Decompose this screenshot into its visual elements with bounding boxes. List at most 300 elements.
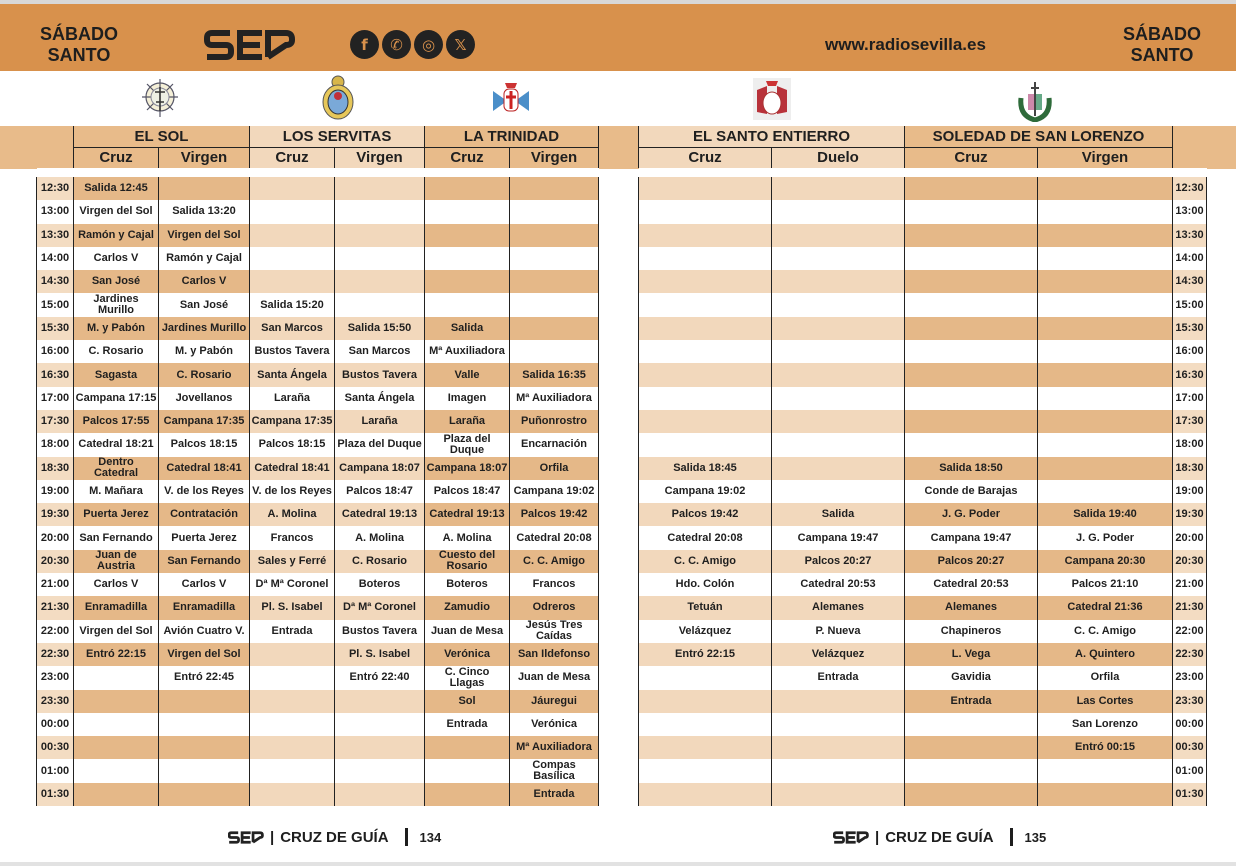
bottom-strip [612, 862, 1236, 866]
schedule-cell: Alemanes [772, 596, 905, 619]
schedule-cell: Encarnación [510, 433, 599, 456]
schedule-cell: Verónica [425, 643, 510, 666]
schedule-cell [425, 293, 510, 316]
schedule-cell [772, 200, 905, 223]
schedule-cell: Palcos 18:47 [335, 480, 425, 503]
schedule-cell: Salida [425, 317, 510, 340]
schedule-cell: Pl. S. Isabel [335, 643, 425, 666]
schedule-cell: Catedral 20:53 [772, 573, 905, 596]
schedule-cell: Salida [772, 503, 905, 526]
table-row [639, 317, 1207, 340]
time-cell: 17:00 [37, 387, 74, 410]
schedule-cell: Catedral 19:13 [335, 503, 425, 526]
schedule-cell [159, 690, 250, 713]
schedule-cell: Laraña [250, 387, 335, 410]
bottom-strip [0, 862, 612, 866]
schedule-cell [159, 783, 250, 806]
schedule-cell: Catedral 20:53 [905, 573, 1038, 596]
schedule-cell [159, 759, 250, 782]
schedule-cell [639, 387, 772, 410]
table-row [37, 457, 599, 480]
schedule-cell: Ramón y Cajal [159, 247, 250, 270]
table-row [37, 247, 599, 270]
schedule-cell [1038, 783, 1173, 806]
schedule-cell: Gavidia [905, 666, 1038, 689]
schedule-cell: Entró 22:40 [335, 666, 425, 689]
schedule-cell: Palcos 19:42 [510, 503, 599, 526]
schedule-cell [74, 759, 159, 782]
schedule-cell: Campana 17:35 [250, 410, 335, 433]
schedule-cell [1038, 317, 1173, 340]
time-cell: 20:30 [37, 550, 74, 573]
schedule-cell: Jovellanos [159, 387, 250, 410]
table-row [639, 713, 1207, 736]
schedule-cell [639, 293, 772, 316]
table-row [639, 410, 1207, 433]
table-row [639, 457, 1207, 480]
footer-label: CRUZ DE GUÍA [280, 828, 389, 846]
table-row [37, 596, 599, 619]
time-cell: 15:00 [1173, 293, 1207, 316]
schedule-cell [772, 783, 905, 806]
website-url[interactable]: www.radiosevilla.es [825, 35, 986, 54]
schedule-cell: A. Molina [250, 503, 335, 526]
table-row [37, 340, 599, 363]
schedule-cell [250, 666, 335, 689]
time-cell: 15:00 [37, 293, 74, 316]
time-cell: 16:00 [37, 340, 74, 363]
table-row [639, 526, 1207, 549]
brotherhood-la-trinidad: LA TRINIDAD [425, 126, 599, 147]
schedule-cell: Campana 17:35 [159, 410, 250, 433]
schedule-cell: Zamudio [425, 596, 510, 619]
page-number: 134 [419, 829, 442, 845]
time-cell: 23:00 [1173, 666, 1207, 689]
schedule-cell [335, 783, 425, 806]
schedule-cell [250, 224, 335, 247]
table-row [639, 690, 1207, 713]
table-row [639, 224, 1207, 247]
table-row [639, 433, 1207, 456]
schedule-cell [1038, 177, 1173, 200]
schedule-cell: M. Mañara [74, 480, 159, 503]
schedule-cell [250, 200, 335, 223]
time-cell: 15:30 [37, 317, 74, 340]
table-row [639, 736, 1207, 759]
schedule-cell: C. C. Amigo [639, 550, 772, 573]
schedule-cell [250, 643, 335, 666]
table-row [639, 387, 1207, 410]
table-row [37, 783, 599, 806]
table-row [37, 690, 599, 713]
schedule-cell: Puñonrostro [510, 410, 599, 433]
time-cell: 01:30 [1173, 783, 1207, 806]
schedule-cell [639, 736, 772, 759]
schedule-cell: Carlos V [74, 573, 159, 596]
time-cell: 16:30 [1173, 363, 1207, 386]
schedule-cell [905, 177, 1038, 200]
schedule-cell: Bustos Tavera [335, 363, 425, 386]
brotherhood-soledad-san-lorenzo: SOLEDAD DE SAN LORENZO [905, 126, 1173, 147]
schedule-cell [639, 247, 772, 270]
schedule-cell [1038, 759, 1173, 782]
schedule-cell: Plaza del Duque [335, 433, 425, 456]
facebook-icon[interactable]: f [350, 30, 379, 59]
schedule-cell [335, 224, 425, 247]
schedule-cell: Palcos 18:15 [159, 433, 250, 456]
time-cell: 20:30 [1173, 550, 1207, 573]
schedule-cell [250, 759, 335, 782]
schedule-cell: Palcos 20:27 [905, 550, 1038, 573]
schedule-cell: Odreros [510, 596, 599, 619]
table-row [639, 666, 1207, 689]
table-row [37, 736, 599, 759]
schedule-cell [335, 736, 425, 759]
schedule-cell: Palcos 21:10 [1038, 573, 1173, 596]
schedule-cell: Santa Ángela [250, 363, 335, 386]
schedule-cell: Entrada [425, 713, 510, 736]
schedule-cell: Las Cortes [1038, 690, 1173, 713]
footer-separator: | [270, 828, 275, 846]
schedule-cell: Juan de Mesa [510, 666, 599, 689]
time-cell: 18:00 [1173, 433, 1207, 456]
schedule-cell: C. Rosario [335, 550, 425, 573]
schedule-cell: Francos [510, 573, 599, 596]
page-number: 135 [1024, 829, 1047, 845]
schedule-cell: C. Cinco Llagas [425, 666, 510, 689]
schedule-cell [1038, 293, 1173, 316]
footer-bar [405, 828, 408, 846]
schedule-cell: Campana 20:30 [1038, 550, 1173, 573]
schedule-cell [772, 363, 905, 386]
schedule-cell [905, 293, 1038, 316]
schedule-cell [74, 666, 159, 689]
schedule-cell [1038, 247, 1173, 270]
time-cell: 00:30 [1173, 736, 1207, 759]
time-cell: 18:00 [37, 433, 74, 456]
schedule-cell: J. G. Poder [905, 503, 1038, 526]
schedule-body-left [37, 177, 599, 806]
schedule-cell [1038, 200, 1173, 223]
schedule-cell [905, 247, 1038, 270]
schedule-cell [335, 247, 425, 270]
schedule-cell: Plaza del Duque [425, 433, 510, 456]
time-cell: 23:30 [1173, 690, 1207, 713]
column-header: Virgen [335, 147, 425, 168]
schedule-cell: Palcos 19:42 [639, 503, 772, 526]
time-cell: 21:30 [1173, 596, 1207, 619]
schedule-cell [425, 759, 510, 782]
schedule-cell: Sales y Ferré [250, 550, 335, 573]
time-cell: 17:00 [1173, 387, 1207, 410]
schedule-cell [335, 759, 425, 782]
schedule-cell: Salida 19:40 [1038, 503, 1173, 526]
time-cell: 21:00 [37, 573, 74, 596]
schedule-cell: C. Rosario [159, 363, 250, 386]
schedule-cell: Carlos V [74, 247, 159, 270]
schedule-cell: Valle [425, 363, 510, 386]
time-cell: 17:30 [37, 410, 74, 433]
schedule-cell: Verónica [510, 713, 599, 736]
schedule-cell: Conde de Barajas [905, 480, 1038, 503]
schedule-cell: Juan de Austria [74, 550, 159, 573]
schedule-cell: Catedral 18:21 [74, 433, 159, 456]
table-row [37, 317, 599, 340]
los-servitas-crest-icon [316, 74, 360, 124]
time-cell: 18:30 [1173, 457, 1207, 480]
table-row [639, 596, 1207, 619]
footer-label: CRUZ DE GUÍA [885, 828, 994, 846]
schedule-cell: P. Nueva [772, 620, 905, 643]
table-row [639, 480, 1207, 503]
table-row [37, 666, 599, 689]
schedule-cell [250, 690, 335, 713]
schedule-cell: V. de los Reyes [159, 480, 250, 503]
schedule-cell [425, 736, 510, 759]
schedule-cell: A. Quintero [1038, 643, 1173, 666]
schedule-body-right [639, 177, 1207, 806]
table-row [37, 526, 599, 549]
la-trinidad-crest-icon [489, 77, 533, 121]
table-row [639, 363, 1207, 386]
table-row [37, 293, 599, 316]
schedule-cell: San José [159, 293, 250, 316]
table-row [37, 713, 599, 736]
schedule-cell [772, 293, 905, 316]
schedule-cell: San Marcos [250, 317, 335, 340]
page-135 [612, 0, 1236, 866]
table-row [37, 410, 599, 433]
schedule-cell [639, 713, 772, 736]
schedule-cell [639, 317, 772, 340]
soledad-crest-icon [1015, 80, 1055, 122]
schedule-cell [772, 480, 905, 503]
schedule-cell [772, 270, 905, 293]
schedule-cell: Catedral 19:13 [425, 503, 510, 526]
time-cell: 01:00 [1173, 759, 1207, 782]
schedule-cell [1038, 270, 1173, 293]
page-134 [0, 0, 612, 866]
schedule-cell: Velázquez [772, 643, 905, 666]
schedule-cell [772, 387, 905, 410]
time-cell: 14:00 [37, 247, 74, 270]
whatsapp-icon[interactable]: ✆ [382, 30, 411, 59]
schedule-cell: Campana 19:02 [510, 480, 599, 503]
ser-logo [204, 27, 296, 63]
schedule-cell: Virgen del Sol [159, 224, 250, 247]
table-row [37, 480, 599, 503]
schedule-cell [905, 783, 1038, 806]
time-cell: 01:00 [37, 759, 74, 782]
time-cell: 12:30 [37, 177, 74, 200]
schedule-cell: C. C. Amigo [1038, 620, 1173, 643]
schedule-cell: Campana 18:07 [425, 457, 510, 480]
schedule-cell [510, 224, 599, 247]
column-header: Cruz [905, 147, 1038, 168]
column-header: Cruz [425, 147, 510, 168]
time-cell: 12:30 [1173, 177, 1207, 200]
schedule-cell [772, 433, 905, 456]
schedule-cell [510, 340, 599, 363]
schedule-cell: Sol [425, 690, 510, 713]
day-title-line1: SÁBADO [1122, 24, 1201, 44]
schedule-cell: Jardines Murillo [159, 317, 250, 340]
schedule-cell [905, 340, 1038, 363]
schedule-cell [905, 713, 1038, 736]
schedule-cell [639, 224, 772, 247]
schedule-cell [1038, 457, 1173, 480]
brotherhood-santo-entierro: EL SANTO ENTIERRO [639, 126, 905, 147]
schedule-cell [772, 736, 905, 759]
schedule-cell: Boteros [335, 573, 425, 596]
schedule-cell: Sagasta [74, 363, 159, 386]
schedule-cell: Entró 22:15 [74, 643, 159, 666]
schedule-cell [425, 270, 510, 293]
time-cell: 01:30 [37, 783, 74, 806]
schedule-cell [905, 410, 1038, 433]
time-cell: 20:00 [37, 526, 74, 549]
schedule-cell: Jesús Tres Caídas [510, 620, 599, 643]
schedule-cell [159, 736, 250, 759]
schedule-cell: Salida 18:50 [905, 457, 1038, 480]
day-title [1112, 24, 1212, 66]
schedule-cell: Imagen [425, 387, 510, 410]
schedule-cell: San Fernando [159, 550, 250, 573]
schedule-cell: Palcos 18:47 [425, 480, 510, 503]
schedule-cell: Salida 15:20 [250, 293, 335, 316]
schedule-cell [905, 387, 1038, 410]
schedule-cell [905, 363, 1038, 386]
schedule-cell [905, 224, 1038, 247]
schedule-cell: Contratación [159, 503, 250, 526]
schedule-cell: San Lorenzo [1038, 713, 1173, 736]
schedule-cell [74, 783, 159, 806]
table-row [37, 224, 599, 247]
schedule-cell [639, 200, 772, 223]
time-cell: 14:30 [37, 270, 74, 293]
time-cell: 19:30 [37, 503, 74, 526]
table-row [639, 177, 1207, 200]
time-cell: 14:00 [1173, 247, 1207, 270]
schedule-cell: Orfila [510, 457, 599, 480]
schedule-cell: Salida 16:35 [510, 363, 599, 386]
table-row [37, 620, 599, 643]
schedule-cell: Campana 19:02 [639, 480, 772, 503]
schedule-cell: Entró 22:15 [639, 643, 772, 666]
schedule-cell [1038, 224, 1173, 247]
schedule-cell [639, 783, 772, 806]
table-row [639, 270, 1207, 293]
schedule-cell [772, 410, 905, 433]
schedule-cell: Carlos V [159, 270, 250, 293]
schedule-cell: V. de los Reyes [250, 480, 335, 503]
table-row [37, 270, 599, 293]
time-cell: 19:00 [37, 480, 74, 503]
schedule-cell: Dª Mª Coronel [335, 596, 425, 619]
day-title [34, 24, 124, 66]
schedule-cell: C. C. Amigo [510, 550, 599, 573]
table-row [37, 759, 599, 782]
schedule-cell [335, 293, 425, 316]
column-header: Cruz [639, 147, 772, 168]
table-row [639, 573, 1207, 596]
schedule-cell [772, 713, 905, 736]
schedule-cell: Bustos Tavera [335, 620, 425, 643]
brotherhood-los-servitas: LOS SERVITAS [250, 126, 425, 147]
schedule-cell [335, 690, 425, 713]
schedule-cell: Chapineros [905, 620, 1038, 643]
el-sol-crest-icon [138, 77, 182, 121]
schedule-cell: Avión Cuatro V. [159, 620, 250, 643]
schedule-cell [250, 713, 335, 736]
time-cell: 13:00 [1173, 200, 1207, 223]
schedule-cell [905, 433, 1038, 456]
schedule-cell [772, 177, 905, 200]
schedule-cell: Mª Auxiliadora [510, 736, 599, 759]
schedule-cell: A. Molina [425, 526, 510, 549]
schedule-cell: San Marcos [335, 340, 425, 363]
schedule-cell [772, 224, 905, 247]
schedule-cell [159, 177, 250, 200]
schedule-cell: C. Rosario [74, 340, 159, 363]
instagram-icon[interactable]: ◎ [414, 30, 443, 59]
ser-footer-logo [228, 830, 264, 845]
schedule-cell [639, 666, 772, 689]
time-cell: 19:00 [1173, 480, 1207, 503]
schedule-cell: Velázquez [639, 620, 772, 643]
schedule-cell: Puerta Jerez [159, 526, 250, 549]
schedule-cell: Entrada [250, 620, 335, 643]
schedule-cell: Alemanes [905, 596, 1038, 619]
time-cell: 15:30 [1173, 317, 1207, 340]
schedule-cell [1038, 387, 1173, 410]
schedule-cell [639, 433, 772, 456]
schedule-table-right [638, 126, 1207, 806]
schedule-cell [1038, 340, 1173, 363]
schedule-cell: Virgen del Sol [159, 643, 250, 666]
table-row [639, 293, 1207, 316]
schedule-cell [335, 200, 425, 223]
table-row [639, 340, 1207, 363]
schedule-cell [250, 736, 335, 759]
time-cell: 21:00 [1173, 573, 1207, 596]
brotherhood-el-sol: EL SOL [74, 126, 250, 147]
schedule-cell [250, 177, 335, 200]
schedule-cell: Santa Ángela [335, 387, 425, 410]
time-cell: 23:30 [37, 690, 74, 713]
table-row [37, 503, 599, 526]
table-row [37, 363, 599, 386]
time-cell: 13:30 [37, 224, 74, 247]
schedule-cell: Entró 22:45 [159, 666, 250, 689]
table-row [639, 620, 1207, 643]
time-cell: 00:30 [37, 736, 74, 759]
schedule-cell: Catedral 20:08 [510, 526, 599, 549]
schedule-cell [905, 200, 1038, 223]
schedule-cell [159, 713, 250, 736]
x-icon[interactable]: 𝕏 [446, 30, 475, 59]
header-banner [0, 4, 612, 71]
schedule-cell [1038, 433, 1173, 456]
day-title-line2: SANTO [1130, 45, 1194, 65]
santo-entierro-crest-icon [753, 78, 791, 120]
schedule-cell: Palcos 17:55 [74, 410, 159, 433]
schedule-cell [639, 410, 772, 433]
schedule-cell: Salida 13:20 [159, 200, 250, 223]
schedule-cell: Dentro Catedral [74, 457, 159, 480]
column-header: Cruz [74, 147, 159, 168]
schedule-cell: San Ildefonso [510, 643, 599, 666]
